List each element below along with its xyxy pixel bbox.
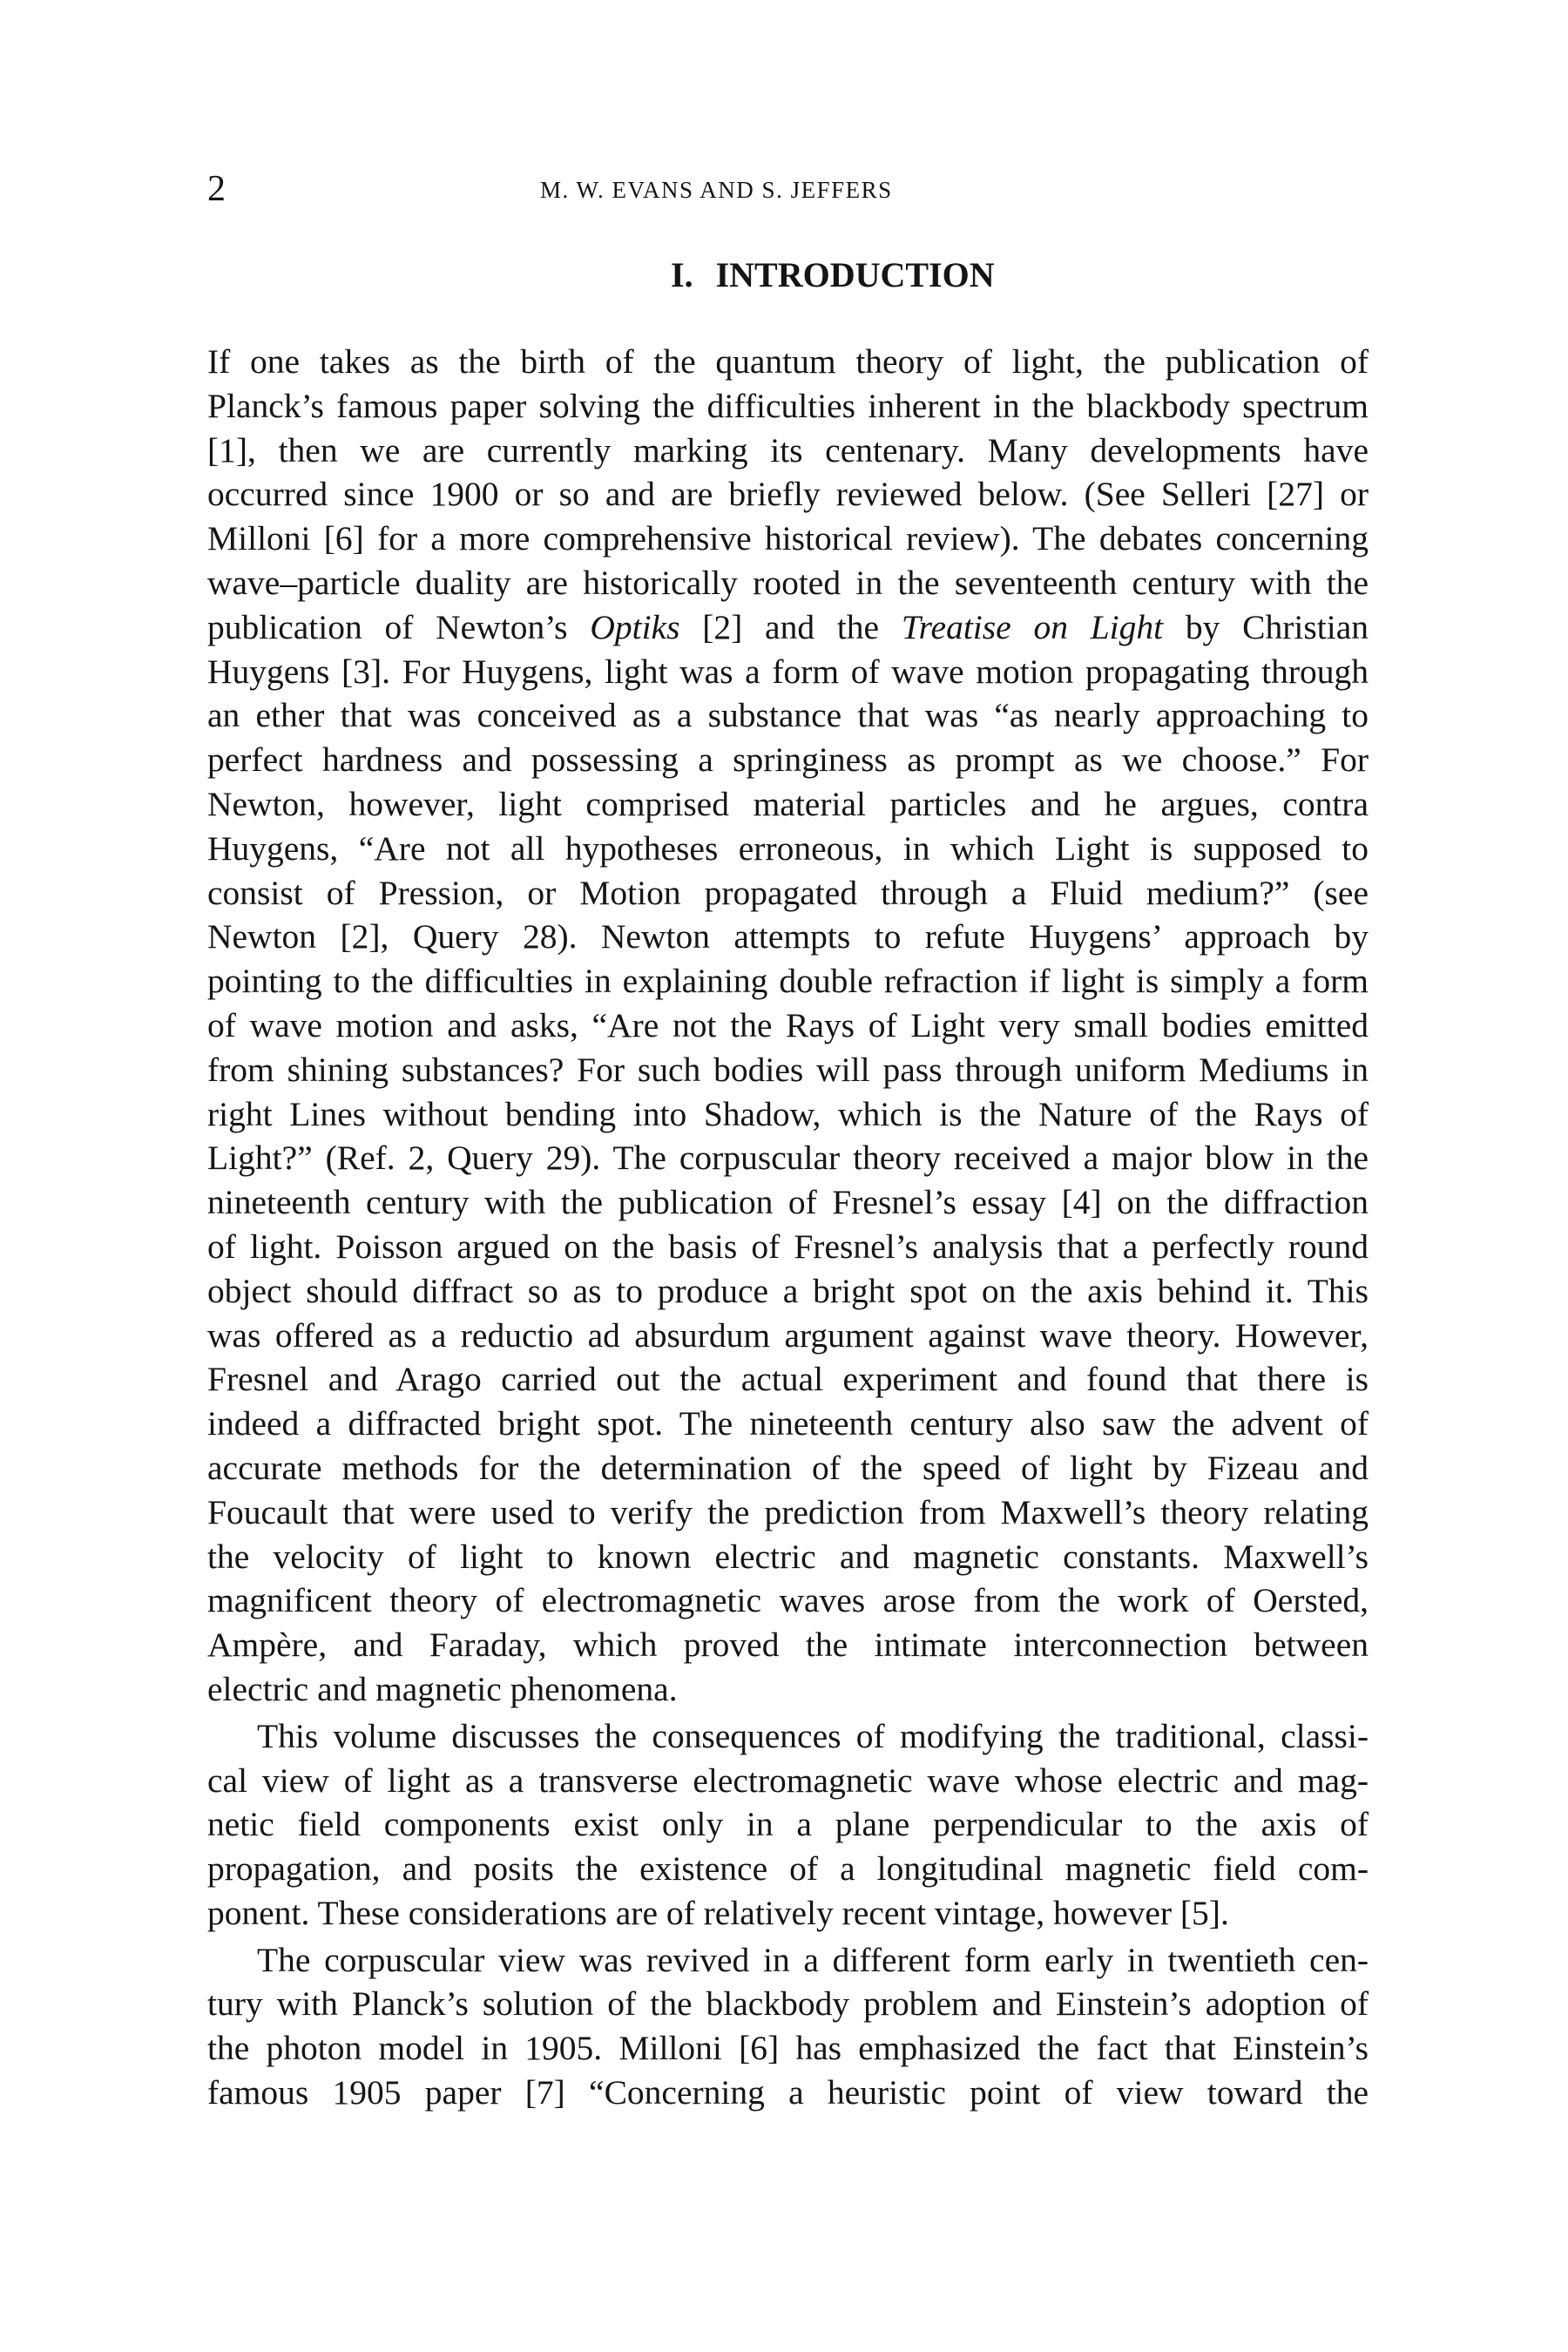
text-line: Ampère, and Faraday, which proved the intimate interconnection between [207,1625,1369,1665]
text-line: This volume discusses the consequences of modifying the traditional, classi- [257,1716,1369,1755]
text-line: [1], then we are currently marking its centenary. Many developments have [207,430,1369,470]
text-line: tury with Planck’s solution of the blackbody problem and Einstein’s adoption of [207,1984,1369,2024]
page-number: 2 [207,169,226,209]
paragraph [207,340,1369,1712]
paragraph [207,1714,1369,1936]
running-head: M. W. EVANS AND S. JEFFERS [540,177,893,203]
text-line: perfect hardness and possessing a springiness as prompt as we choose.” For [207,740,1369,780]
text-line: occurred since 1900 or so and are briefly reviewed below. (See Selleri [27] or [207,475,1369,514]
text-line: Huygens [3]. For Huygens, light was a form of wave motion propagating through [207,652,1369,691]
text-span: publication of Newton’s [207,607,591,646]
text-line: Fresnel and Arago carried out the actual experiment and found that there is [207,1360,1369,1399]
italic-title: Treatise on [901,607,1068,646]
text-span: [2] and the [679,607,902,646]
text-line: Light?” (Ref. 2, Query 29). The corpuscular theory received a major blow in the [207,1139,1369,1178]
text-line: Foucault that were used to verify the prediction from Maxwell’s theory relating [207,1492,1369,1531]
text-line [207,605,1369,650]
text-line: the velocity of light to known electric and magnetic constants. Maxwell’s [207,1537,1369,1576]
text-line: indeed a diffracted bright spot. The nineteenth century also saw the advent of [207,1404,1369,1443]
text-line: nineteenth century with the publication of Fresnel’s essay [4] on the diffraction [207,1183,1369,1222]
text-line: wave–particle duality are historically rooted in the seventeenth century with the [207,563,1369,602]
text-line: object should diffract so as to produce a bright spot on the axis behind it. This [207,1271,1369,1310]
text-line: electric and magnetic phenomena. [207,1669,678,1708]
text-line: was offered as a reductio ad absurdum argument against wave theory. However, [207,1315,1369,1355]
text-line: from shining substances? For such bodies will pass through uniform Mediums in [207,1050,1369,1089]
text-line: famous 1905 paper [7] “Concerning a heuristic point of view toward the [207,2073,1369,2112]
italic-title: Optiks [590,607,680,646]
text-line: netic field components exist only in a plane perpendicular to the axis of [207,1805,1369,1844]
text-line: an ether that was conceived as a substance that was “as nearly approaching to [207,696,1369,735]
text-line: Newton [2], Query 28). Newton attempts to refute Huygens’ approach by [207,917,1369,956]
section-title: INTRODUCTION [715,255,995,294]
text-line: Milloni [6] for a more comprehensive historical review). The debates concerning [207,519,1369,558]
text-line: of wave motion and asks, “Are not the Rays of Light very small bodies emitted [207,1005,1369,1044]
text-line: Newton, however, light comprised material particles and he argues, contra [207,784,1369,823]
text-line: right Lines without bending into Shadow, which is the Nature of the Rays of [207,1094,1369,1133]
text-line: consist of Pression, or Motion propagated through a Fluid medium?” (see [207,873,1369,912]
text-line: If one takes as the birth of the quantum theory of light, the publication of [207,342,1369,381]
text-line: accurate methods for the determination of the speed of light by Fizeau and [207,1448,1369,1487]
section-heading [671,255,995,294]
text-line: pointing to the difficulties in explaining double refraction if light is simply a form [207,962,1369,1001]
text-line: propagation, and posits the existence of a longitudinal magnetic field com- [207,1849,1369,1889]
text-line: the photon model in 1905. Milloni [6] has emphasized the fact that Einstein’s [207,2029,1369,2068]
section-number: I. [671,255,693,294]
text-line: The corpuscular view was revived in a different form early in twentieth cen- [257,1940,1369,1979]
text-line: Planck’s famous paper solving the difficulties inherent in the blackbody spectrum [207,386,1369,425]
text-line: Huygens, “Are not all hypotheses erroneous, in which Light is supposed to [207,828,1369,868]
text-line: magnificent theory of electromagnetic waves arose from the work of Oersted, [207,1581,1369,1620]
text-line: ponent. These considerations are of relatively recent vintage, however [5]. [207,1893,1229,1932]
body-text [207,340,1369,2115]
text-span: by Christian [1163,607,1369,646]
paragraph [207,1938,1369,2115]
text-line: cal view of light as a transverse electromagnetic wave whose electric and mag- [207,1761,1369,1800]
text-line: of light. Poisson argued on the basis of Fresnel’s analysis that a perfectly round [207,1227,1369,1266]
italic-title: Light [1090,607,1164,646]
